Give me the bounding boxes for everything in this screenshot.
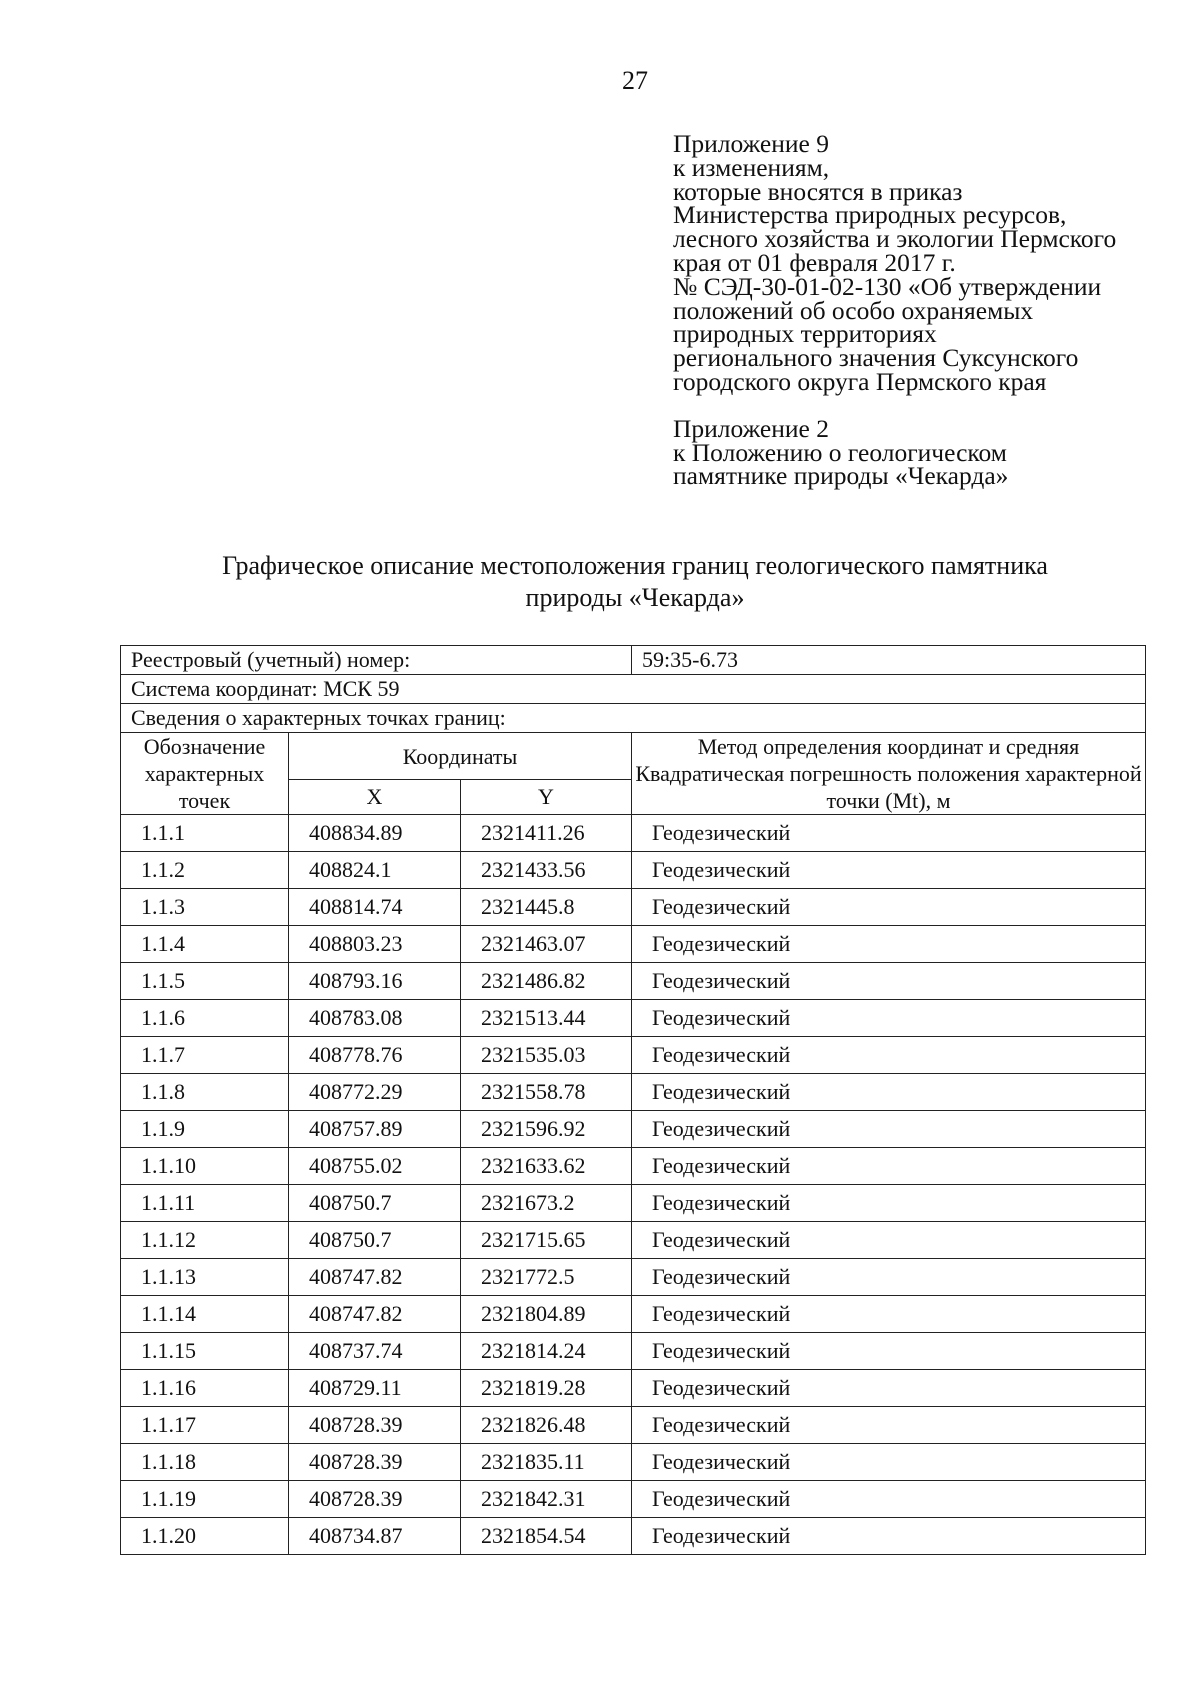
y-coordinate-cell: 2321535.03: [461, 1037, 632, 1074]
column-header-x: X: [289, 780, 461, 815]
table-row: [121, 1444, 1146, 1481]
points-info-row: [121, 704, 1146, 733]
table-row: [121, 1518, 1146, 1555]
x-coordinate-cell: 408778.76: [289, 1037, 461, 1074]
column-header-method: Метод определения координат и средняя Квадратическая погрешность положения характерной точки (Mt), м: [632, 733, 1146, 815]
point-id-cell: 1.1.6: [121, 1000, 289, 1037]
point-id-cell: 1.1.2: [121, 852, 289, 889]
method-cell: Геодезический: [632, 1037, 1146, 1074]
table-row: [121, 1074, 1146, 1111]
coord-system: Система координат: МСК 59: [121, 675, 1146, 704]
x-coordinate-cell: 408750.7: [289, 1185, 461, 1222]
x-coordinate-cell: 408750.7: [289, 1222, 461, 1259]
method-cell: Геодезический: [632, 1074, 1146, 1111]
method-cell: Геодезический: [632, 815, 1146, 852]
x-coordinate-cell: 408728.39: [289, 1481, 461, 1518]
point-id-cell: 1.1.18: [121, 1444, 289, 1481]
y-coordinate-cell: 2321558.78: [461, 1074, 632, 1111]
header-row: [121, 733, 1146, 780]
y-coordinate-cell: 2321819.28: [461, 1370, 632, 1407]
x-coordinate-cell: 408824.1: [289, 852, 461, 889]
point-id-cell: 1.1.19: [121, 1481, 289, 1518]
appendix-line: которые вносятся в приказ: [673, 176, 963, 206]
method-cell: Геодезический: [632, 852, 1146, 889]
point-id-cell: 1.1.4: [121, 926, 289, 963]
y-coordinate-cell: 2321835.11: [461, 1444, 632, 1481]
y-coordinate-cell: 2321633.62: [461, 1148, 632, 1185]
point-id-cell: 1.1.8: [121, 1074, 289, 1111]
coordinates-table: [120, 645, 1146, 1555]
x-coordinate-cell: 408783.08: [289, 1000, 461, 1037]
y-coordinate-cell: 2321596.92: [461, 1111, 632, 1148]
table-row: [121, 1148, 1146, 1185]
method-cell: Геодезический: [632, 963, 1146, 1000]
appendix-line: природных территориях: [673, 319, 937, 349]
point-id-cell: 1.1.13: [121, 1259, 289, 1296]
x-coordinate-cell: 408757.89: [289, 1111, 461, 1148]
page-number: 27: [622, 66, 648, 95]
x-coordinate-cell: 408803.23: [289, 926, 461, 963]
sub-appendix-line: Приложение 2: [673, 413, 829, 443]
y-coordinate-cell: 2321826.48: [461, 1407, 632, 1444]
title-line-1: Графическое описание местоположения границ геологического памятника: [222, 551, 1048, 580]
table-row: [121, 1296, 1146, 1333]
table-row: [121, 1407, 1146, 1444]
method-cell: Геодезический: [632, 1407, 1146, 1444]
document-title: [140, 550, 1130, 614]
y-coordinate-cell: 2321673.2: [461, 1185, 632, 1222]
y-coordinate-cell: 2321486.82: [461, 963, 632, 1000]
sub-appendix-line: памятнике природы «Чекарда»: [673, 461, 1009, 491]
y-coordinate-cell: 2321842.31: [461, 1481, 632, 1518]
column-header-y: Y: [461, 780, 632, 815]
method-cell: Геодезический: [632, 1111, 1146, 1148]
y-coordinate-cell: 2321804.89: [461, 1296, 632, 1333]
method-cell: Геодезический: [632, 1333, 1146, 1370]
table-row: [121, 1185, 1146, 1222]
table-row: [121, 1222, 1146, 1259]
y-coordinate-cell: 2321772.5: [461, 1259, 632, 1296]
table-row: [121, 1000, 1146, 1037]
table-row: [121, 1259, 1146, 1296]
table-row: [121, 852, 1146, 889]
method-cell: Геодезический: [632, 1370, 1146, 1407]
y-coordinate-cell: 2321433.56: [461, 852, 632, 889]
method-cell: Геодезический: [632, 1481, 1146, 1518]
appendix-line: регионального значения Суксунского: [673, 343, 1079, 373]
appendix-line: к изменениям,: [673, 152, 830, 182]
method-cell: Геодезический: [632, 926, 1146, 963]
appendix-line: положений об особо охраняемых: [673, 295, 1034, 325]
x-coordinate-cell: 408747.82: [289, 1296, 461, 1333]
appendix-line: Министерства природных ресурсов,: [673, 200, 1067, 230]
table-row: [121, 963, 1146, 1000]
x-coordinate-cell: 408814.74: [289, 889, 461, 926]
column-header-coordinates: Координаты: [289, 733, 632, 780]
table-row: [121, 815, 1146, 852]
point-id-cell: 1.1.16: [121, 1370, 289, 1407]
x-coordinate-cell: 408834.89: [289, 815, 461, 852]
appendix-block: [673, 129, 1193, 491]
point-id-cell: 1.1.14: [121, 1296, 289, 1333]
point-id-cell: 1.1.15: [121, 1333, 289, 1370]
x-coordinate-cell: 408793.16: [289, 963, 461, 1000]
method-cell: Геодезический: [632, 889, 1146, 926]
method-cell: Геодезический: [632, 1259, 1146, 1296]
x-coordinate-cell: 408737.74: [289, 1333, 461, 1370]
point-id-cell: 1.1.10: [121, 1148, 289, 1185]
point-id-cell: 1.1.17: [121, 1407, 289, 1444]
appendix-line: лесного хозяйства и экологии Пермского: [673, 224, 1117, 254]
point-id-cell: 1.1.3: [121, 889, 289, 926]
registry-value: 59:35-6.73: [632, 646, 1146, 675]
table-row: [121, 926, 1146, 963]
y-coordinate-cell: 2321814.24: [461, 1333, 632, 1370]
registry-row: [121, 646, 1146, 675]
x-coordinate-cell: 408728.39: [289, 1444, 461, 1481]
method-cell: Геодезический: [632, 1185, 1146, 1222]
point-id-cell: 1.1.9: [121, 1111, 289, 1148]
x-coordinate-cell: 408772.29: [289, 1074, 461, 1111]
coord-system-row: [121, 675, 1146, 704]
y-coordinate-cell: 2321445.8: [461, 889, 632, 926]
appendix-line: Приложение 9: [673, 129, 829, 158]
method-cell: Геодезический: [632, 1444, 1146, 1481]
x-coordinate-cell: 408734.87: [289, 1518, 461, 1555]
y-coordinate-cell: 2321411.26: [461, 815, 632, 852]
method-cell: Геодезический: [632, 1222, 1146, 1259]
appendix-line: № СЭД-30-01-02-130 «Об утверждении: [673, 271, 1102, 301]
table-row: [121, 1037, 1146, 1074]
column-header-designation: Обозначение характерных точек: [121, 733, 289, 815]
point-id-cell: 1.1.7: [121, 1037, 289, 1074]
y-coordinate-cell: 2321715.65: [461, 1222, 632, 1259]
table-row: [121, 1111, 1146, 1148]
y-coordinate-cell: 2321463.07: [461, 926, 632, 963]
sub-appendix-line: к Положению о геологическом: [673, 437, 1007, 467]
registry-label: Реестровый (учетный) номер:: [121, 646, 632, 675]
method-cell: Геодезический: [632, 1296, 1146, 1333]
table-row: [121, 1333, 1146, 1370]
point-id-cell: 1.1.1: [121, 815, 289, 852]
point-id-cell: 1.1.5: [121, 963, 289, 1000]
method-cell: Геодезический: [632, 1000, 1146, 1037]
title-line-2: природы «Чекарда»: [525, 583, 745, 612]
points-info: Сведения о характерных точках границ:: [121, 704, 1146, 733]
table-row: [121, 889, 1146, 926]
y-coordinate-cell: 2321854.54: [461, 1518, 632, 1555]
method-cell: Геодезический: [632, 1518, 1146, 1555]
point-id-cell: 1.1.20: [121, 1518, 289, 1555]
x-coordinate-cell: 408747.82: [289, 1259, 461, 1296]
table-row: [121, 1370, 1146, 1407]
appendix-line: края от 01 февраля 2017 г.: [673, 247, 956, 277]
x-coordinate-cell: 408755.02: [289, 1148, 461, 1185]
x-coordinate-cell: 408728.39: [289, 1407, 461, 1444]
method-cell: Геодезический: [632, 1148, 1146, 1185]
point-id-cell: 1.1.12: [121, 1222, 289, 1259]
y-coordinate-cell: 2321513.44: [461, 1000, 632, 1037]
x-coordinate-cell: 408729.11: [289, 1370, 461, 1407]
table-row: [121, 1481, 1146, 1518]
appendix-line: городского округа Пермского края: [673, 366, 1047, 396]
point-id-cell: 1.1.11: [121, 1185, 289, 1222]
